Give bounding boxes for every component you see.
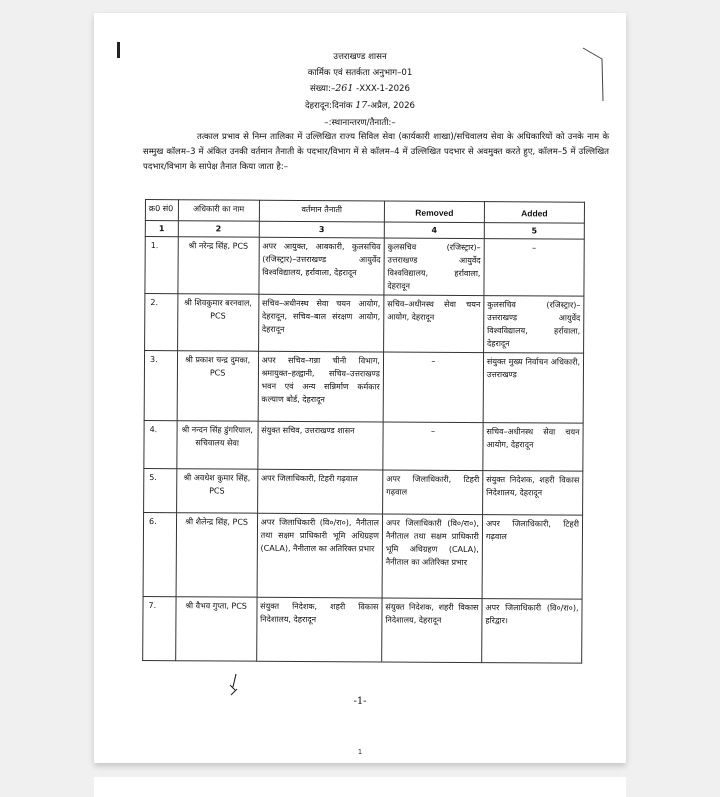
cell-removed: कुलसचिव (रजिस्ट्रार)–उत्तराखण्ड आयुर्वेद विश्वविद्यालय, हर्रावाला, देहरादून bbox=[384, 238, 484, 296]
cell-removed: अपर जिलाधिकारी, टिहरी गढ़वाल bbox=[383, 470, 483, 515]
cell-current: अपर आयुक्त, आबकारी, कुलसचिव (रजिस्ट्रार)–उत्तराखण्ड आयुर्वेद विश्वविद्यालय, हर्रावाला, देहरादून bbox=[259, 237, 385, 295]
letter-date bbox=[94, 98, 626, 115]
cell-sn: 5. bbox=[144, 468, 177, 512]
cell-sn: 3. bbox=[144, 351, 177, 421]
letter-number bbox=[94, 81, 626, 98]
table-row bbox=[143, 596, 582, 663]
cell-removed: संयुक्त निदेशक, शहरी विकास निदेशालय, देहरादून bbox=[382, 598, 482, 663]
cell-sn: 2. bbox=[145, 294, 178, 351]
signature-mark bbox=[227, 673, 241, 697]
header-removed: Removed bbox=[384, 201, 484, 223]
cell-added: – bbox=[484, 239, 584, 297]
cell-added: अपर जिलाधिकारी, टिहरी गढ़वाल bbox=[482, 515, 583, 600]
cell-current: सचिव–अधीनस्थ सेवा चयन आयोग, देहरादून, सचिव–बाल संरक्षण आयोग, देहरादून bbox=[258, 294, 384, 352]
cell-added: संयुक्त निदेशक, शहरी विकास निदेशालय, देहरादून bbox=[483, 471, 583, 516]
cell-current: संयुक्त निदेशक, शहरी विकास निदेशालय, देहरादून bbox=[256, 597, 382, 662]
header-current: वर्तमान तैनाती bbox=[259, 200, 384, 222]
header-added: Added bbox=[484, 202, 584, 224]
cell-added: संयुक्त मुख्य निर्वाचन अधिकारी, उत्तराखण्ड bbox=[483, 353, 583, 424]
cell-removed: सचिव–अधीनस्थ सेवा चयन आयोग, देहरादून bbox=[384, 295, 484, 353]
table-row bbox=[144, 468, 583, 515]
cell-name: श्री नन्दन सिंह डुंगरियाल, सचिवालय सेवा bbox=[176, 421, 257, 469]
page-number: 1 bbox=[357, 748, 363, 756]
cell-current: अपर जिलाधिकारी (वि०/रा०), नैनीताल तथा सक्षम प्राधिकारी भूमि अधिग्रहण (CALA), नैनीताल का अतिरिक्त प्रभार bbox=[257, 513, 383, 598]
cell-sn: 6. bbox=[143, 512, 176, 596]
cell-added: सचिव–अधीनस्थ सेवा चयन आयोग, देहरादून bbox=[483, 423, 583, 472]
cell-name: श्री प्रकाश चन्द्र दुमका, PCS bbox=[177, 351, 258, 421]
table-row bbox=[144, 351, 583, 424]
table-row bbox=[145, 237, 584, 297]
header-name: अधिकारी का नाम bbox=[178, 200, 259, 221]
date-handwritten: 17 bbox=[355, 99, 368, 111]
number-label: संख्या:– bbox=[310, 84, 336, 94]
number-suffix: -XXX-1-2026 bbox=[353, 84, 410, 94]
col-num: 2 bbox=[178, 221, 259, 237]
table-row bbox=[145, 294, 584, 354]
document-page bbox=[94, 13, 626, 763]
page-footer-mark: -1- bbox=[353, 696, 367, 707]
cell-current: अपर जिलाधिकारी, टिहरी गढ़वाल bbox=[257, 469, 383, 514]
subject-line: –:स्थानान्तरण/तैनाती:– bbox=[324, 118, 396, 128]
table-row bbox=[143, 512, 583, 599]
cell-name: श्री शिवकुमार बरनवाल, PCS bbox=[177, 294, 258, 351]
cell-current: संयुक्त सचिव, उत्तराखण्ड शासन bbox=[258, 421, 384, 470]
date-suffix: -अप्रैल, 2026 bbox=[367, 100, 416, 111]
cell-name: श्री वैभव गुप्ता, PCS bbox=[175, 597, 256, 661]
cell-sn: 4. bbox=[144, 420, 177, 468]
cell-name: श्री शैलेन्द्र सिंह, PCS bbox=[176, 513, 258, 597]
order-paragraph: तत्काल प्रभाव से निम्न तालिका में उल्लिखित राज्य सिविल सेवा (कार्यकारी शाखा)/सचिवालय सेवा के अधिकारियों को उनके नाम के सम्मुख कॉलम–3 में अंकित उनकी वर्तमान तैनाती के पदभार/विभाग में से कॉलम–4 में उल्लिखित पदभार से अवमुक्त करते हुए, कॉलम–5 में उल्लिखित पदभार/विभाग के सापेक्ष तैनात किया जाता है:– bbox=[143, 132, 609, 173]
cell-removed: – bbox=[383, 422, 483, 471]
cell-added: कुलसचिव (रजिस्ट्रार)–उत्तराखण्ड आयुर्वेद विश्वविद्यालय, हर्रावाला, देहरादून bbox=[484, 296, 584, 354]
col-num: 1 bbox=[145, 221, 178, 237]
col-num: 5 bbox=[484, 223, 584, 240]
cell-added: अपर जिलाधिकारी (वि०/रा०), हरिद्वार। bbox=[482, 599, 582, 664]
col-num: 4 bbox=[384, 222, 484, 239]
letter-header bbox=[94, 50, 626, 114]
table-row bbox=[144, 420, 583, 471]
next-page bbox=[94, 777, 626, 797]
cell-name: श्री अवधेश कुमार सिंह, PCS bbox=[176, 469, 257, 513]
cell-current: अपर सचिव–गन्ना चीनी विभाग, श्रमायुक्त–हल्द्वानी, सचिव–उत्तराखण्ड भवन एवं अन्य सन्निर्माण कर्मकार कल्याण बोर्ड, देहरादून bbox=[258, 351, 384, 422]
cell-sn: 1. bbox=[145, 237, 178, 294]
cell-name: श्री नरेन्द्र सिंह, PCS bbox=[178, 237, 259, 294]
cell-sn: 7. bbox=[143, 596, 176, 660]
col-num: 3 bbox=[259, 221, 384, 238]
date-label: देहरादून:दिनांक bbox=[304, 100, 356, 111]
transfer-table bbox=[142, 199, 585, 664]
number-handwritten: 261 bbox=[335, 83, 354, 94]
cell-removed: अपर जिलाधिकारी (वि०/रा०), नैनीताल तथा सक्षम प्राधिकारी भूमि अधिग्रहण (CALA), नैनीताल का अतिरिक्त प्रभार bbox=[382, 514, 483, 599]
cell-removed: – bbox=[383, 352, 483, 423]
department-name: कार्मिक एवं सतर्कता अनुभाग–01 bbox=[307, 67, 413, 78]
table-header-row bbox=[145, 200, 584, 224]
govt-name: उत्तराखण्ड शासन bbox=[333, 52, 387, 62]
header-sn: क्र0 सं0 bbox=[145, 200, 178, 221]
